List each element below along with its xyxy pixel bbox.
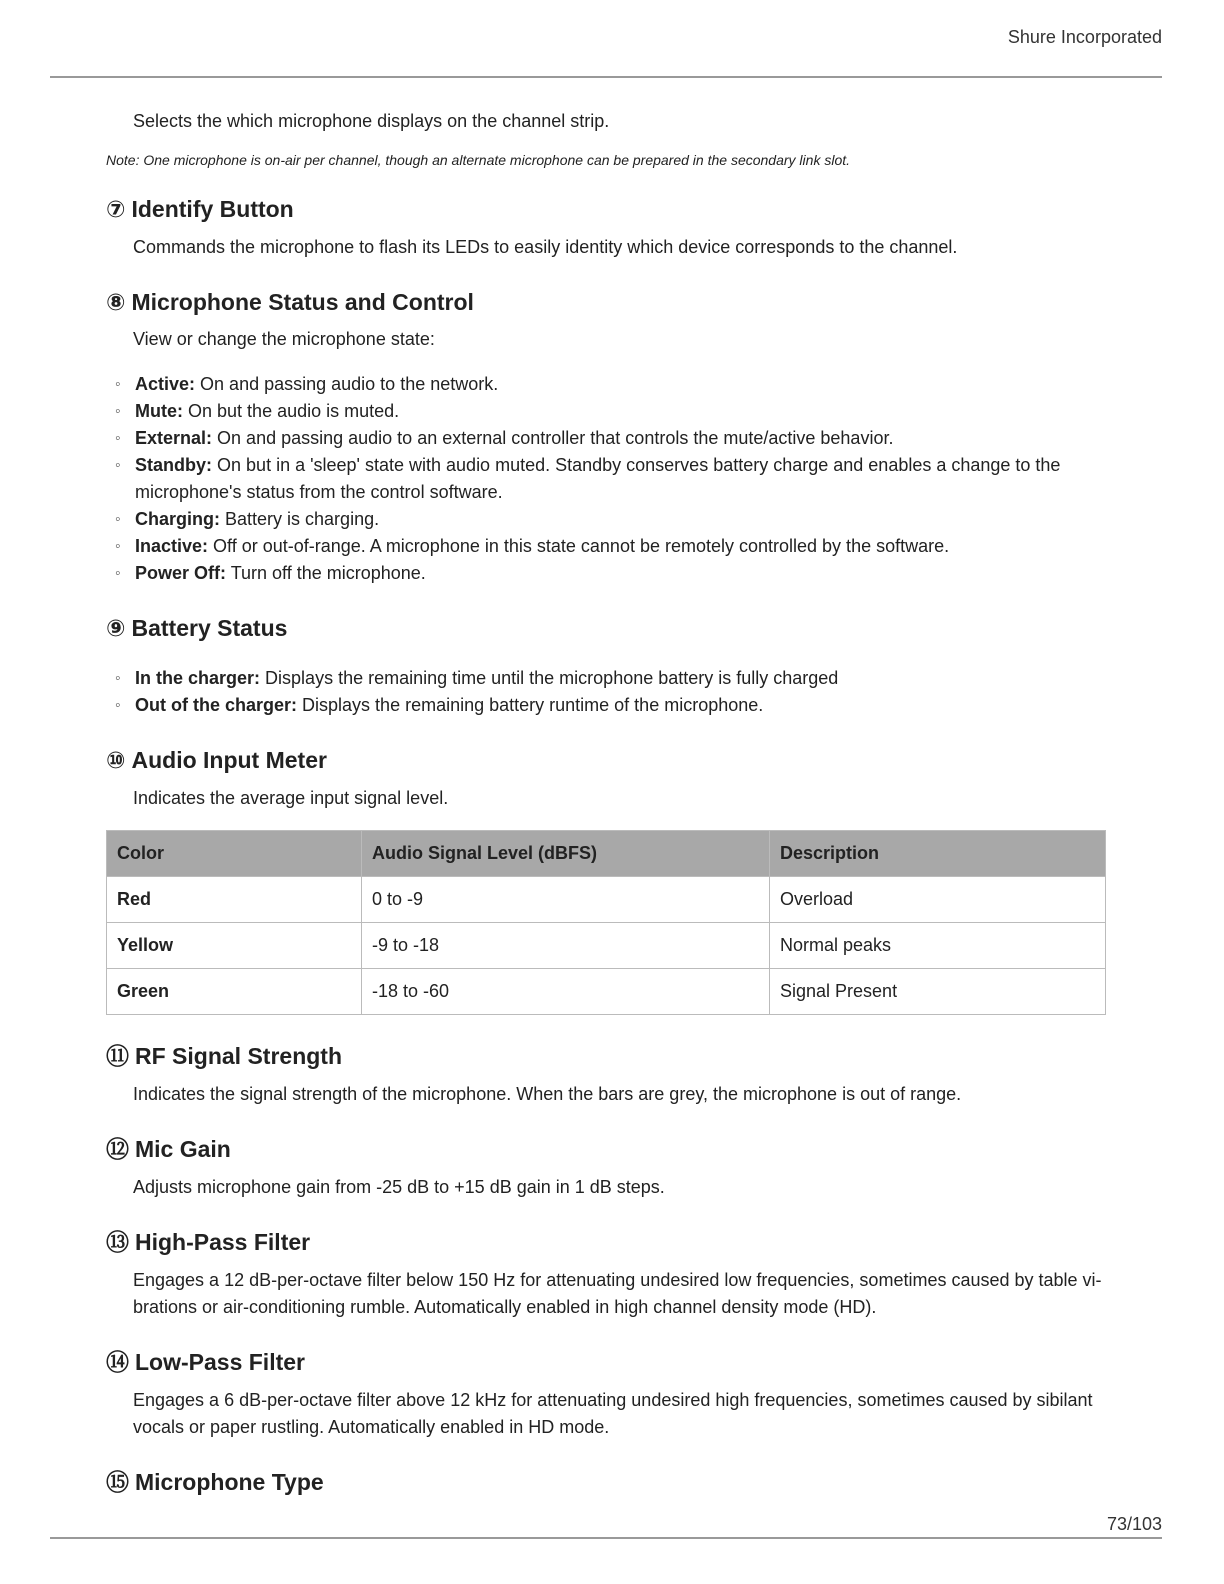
table-row [107, 877, 1106, 923]
table-cell: Green [107, 969, 362, 1015]
mic-status-list [106, 371, 1106, 587]
heading-gain-title: Mic Gain [135, 1136, 231, 1162]
identify-text: Commands the microphone to flash its LEDs to easily identity which device corresponds to the channel. [133, 237, 958, 257]
heading-rf-signal-strength [106, 1041, 1106, 1071]
circled-number-14: ⑭ [106, 1349, 129, 1375]
circled-number-15: ⑮ [106, 1469, 129, 1495]
meter-text: Indicates the average input signal level. [133, 788, 449, 808]
circled-number-10: ⑩ [106, 747, 126, 773]
header-divider [50, 76, 1162, 78]
footer-divider [50, 1537, 1162, 1539]
circled-number-13: ⑬ [106, 1229, 129, 1255]
table-header-cell: Description [770, 831, 1106, 877]
list-item: ◦ Out of the charger: Displays the remaining battery runtime of the microphone. [106, 692, 1106, 719]
list-item: ◦ Inactive: Off or out-of-range. A microphone in this state cannot be remotely controlled by the software. [106, 533, 1106, 560]
heading-meter-title: Audio Input Meter [131, 747, 327, 773]
table-header-cell: Audio Signal Level (dBFS) [362, 831, 770, 877]
heading-audio-input-meter [106, 745, 1106, 775]
table-header-row [107, 831, 1106, 877]
table-cell: 0 to -9 [362, 877, 770, 923]
list-item: ◦ External: On and passing audio to an external controller that controls the mute/active behavior. [106, 425, 1106, 452]
table-cell: -9 to -18 [362, 923, 770, 969]
heading-mic-gain [106, 1134, 1106, 1164]
table-cell: Red [107, 877, 362, 923]
heading-lpf-title: Low-Pass Filter [135, 1349, 305, 1375]
heading-battery-title: Battery Status [131, 615, 288, 641]
heading-battery-status [106, 613, 1106, 643]
list-item: ◦ In the charger: Displays the remaining time until the microphone battery is fully charged [106, 665, 1106, 692]
table-row [107, 923, 1106, 969]
heading-mic-status-title: Microphone Status and Control [131, 289, 474, 315]
table-cell: Signal Present [770, 969, 1106, 1015]
heading-hpf-title: High-Pass Filter [135, 1229, 311, 1255]
heading-mictype-title: Microphone Type [135, 1469, 324, 1495]
list-item: ◦ Charging: Battery is charging. [106, 506, 1106, 533]
heading-microphone-type [106, 1467, 1106, 1497]
list-item: ◦ Active: On and passing audio to the network. [106, 371, 1106, 398]
page-number: 73/103 [1106, 1514, 1162, 1534]
table-header-cell: Color [107, 831, 362, 877]
lpf-text: Engages a 6 dB-per-octave filter above 12 kHz for attenuating undesired high frequencies, sometimes caused by sibilant vocals or paper rustling. Automatically enabled in HD mode. [133, 1390, 1093, 1437]
gain-text: Adjusts microphone gain from -25 dB to +15 dB gain in 1 dB steps. [133, 1177, 665, 1197]
table-row [107, 969, 1106, 1015]
intro-text: Selects the which microphone displays on the channel strip. [133, 111, 610, 131]
circled-number-11: ⑪ [106, 1043, 129, 1069]
list-item: ◦ Mute: On but the audio is muted. [106, 398, 1106, 425]
battery-status-list [106, 665, 1106, 719]
audio-meter-table [106, 830, 1106, 1015]
heading-identify-title: Identify Button [131, 196, 294, 222]
list-item: ◦ Standby: On but in a 'sleep' state with audio muted. Standby conserves battery charge and enables a change to the microphone's status from the control software. [106, 452, 1106, 506]
circled-number-8: ⑧ [106, 289, 126, 315]
circled-number-9: ⑨ [106, 615, 126, 641]
hpf-text: Engages a 12 dB-per-octave filter below 150 Hz for attenuating undesired low frequencies, sometimes caused by table vi-brations or air-conditioning rumble. Automatically enabled in high channel density mode (HD). [133, 1270, 1102, 1317]
page-content [106, 108, 1106, 1497]
heading-identify-button [106, 194, 1106, 224]
list-item: ◦ Power Off: Turn off the microphone. [106, 560, 1106, 587]
heading-mic-status [106, 287, 1106, 317]
table-cell: Overload [770, 877, 1106, 923]
circled-number-7: ⑦ [106, 196, 126, 222]
heading-low-pass-filter [106, 1347, 1106, 1377]
table-cell: Yellow [107, 923, 362, 969]
intro-note: Note: One microphone is on-air per channel, though an alternate microphone can be prepared in the secondary link slot. [106, 152, 851, 168]
header-company: Shure Incorporated [1007, 27, 1162, 47]
circled-number-12: ⑫ [106, 1136, 129, 1162]
heading-rf-title: RF Signal Strength [135, 1043, 342, 1069]
mic-status-text: View or change the microphone state: [133, 329, 435, 349]
heading-high-pass-filter [106, 1227, 1106, 1257]
table-cell: -18 to -60 [362, 969, 770, 1015]
rf-text: Indicates the signal strength of the microphone. When the bars are grey, the microphone is out of range. [133, 1084, 962, 1104]
table-cell: Normal peaks [770, 923, 1106, 969]
